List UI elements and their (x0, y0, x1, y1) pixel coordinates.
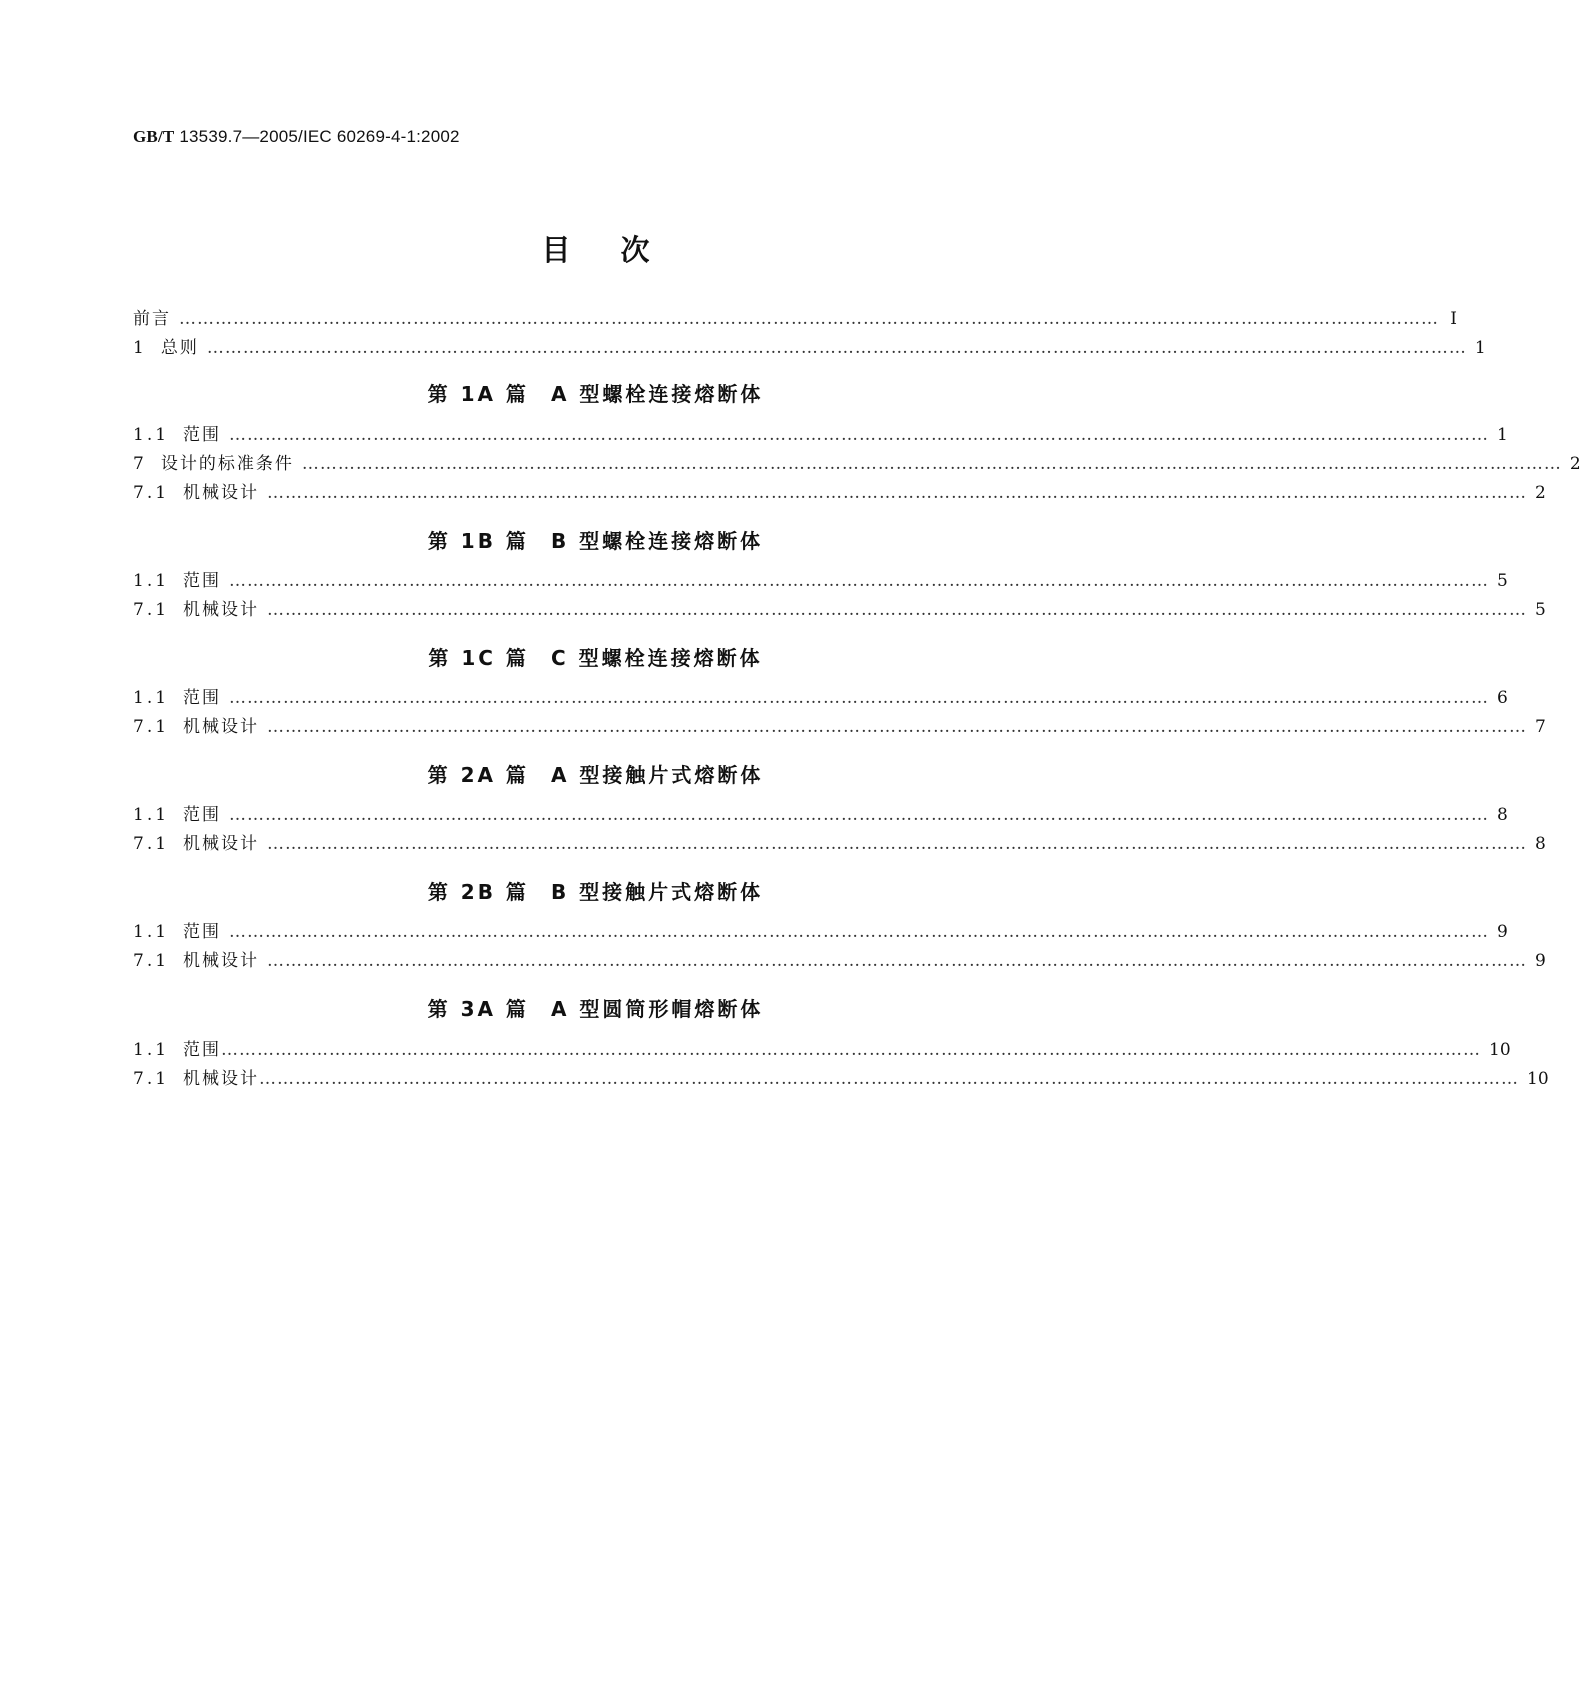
toc-entry-label: 机械设计 (183, 1069, 260, 1089)
toc-entry-page: 5 (1535, 600, 1546, 620)
toc-entry-number: 7.1 (133, 1069, 170, 1089)
toc-entry-3a-scope[interactable] (133, 1038, 1511, 1062)
toc-entry-number: 7.1 (133, 600, 170, 620)
toc-leader-dots: ………………………………………………………………………………………………………………………………………………………………………………………… (229, 805, 1490, 825)
toc-entry-label: 范围 (183, 688, 222, 708)
toc-entry-page: 6 (1497, 688, 1508, 708)
toc-entry-page: 1 (1474, 338, 1486, 358)
toc-entry-label: 机械设计 (183, 483, 260, 503)
toc-leader-dots: ………………………………………………………………………………………………………………………………………………………………………………………… (229, 688, 1490, 708)
toc-entry-label: 范围 (183, 922, 222, 942)
part-title: B 型螺栓连接熔断体 (550, 529, 764, 553)
toc-entry-label: 范围 (183, 425, 222, 445)
part-heading-1a (0, 378, 1191, 407)
toc-entry-page: I (1450, 309, 1457, 329)
toc-entry-1c-mechanical-design[interactable] (133, 715, 1546, 739)
toc-entry-page: 5 (1497, 571, 1508, 591)
toc-entry-number: 1.1 (133, 688, 170, 708)
toc-entry-page: 7 (1535, 717, 1546, 737)
toc-entry-label: 机械设计 (183, 834, 260, 854)
toc-entry-1a-standard-conditions[interactable] (133, 452, 1581, 476)
toc-entry-1a-scope[interactable] (133, 423, 1508, 447)
toc-leader-dots: ………………………………………………………………………………………………………………………………………………………………………………………… (267, 717, 1528, 737)
toc-entry-label: 机械设计 (183, 717, 260, 737)
part-heading-2a (0, 759, 1191, 788)
toc-entry-1b-mechanical-design[interactable] (133, 598, 1546, 622)
toc-entry-number: 7.1 (133, 717, 170, 737)
part-number: 第 1A 篇 (427, 382, 529, 406)
page-title: 目次 (541, 233, 700, 267)
toc-entry-3a-mechanical-design[interactable] (133, 1067, 1549, 1091)
toc-leader-dots: ………………………………………………………………………………………………………………………………………………………………………………………… (267, 834, 1528, 854)
part-number: 第 2B 篇 (427, 880, 529, 904)
toc-leader-dots: ………………………………………………………………………………………………………………………………………………………………………………………… (229, 922, 1490, 942)
toc-entry-label: 设计的标准条件 (160, 454, 294, 474)
toc-leader-dots: ………………………………………………………………………………………………………………………………………………………………………………………… (229, 425, 1490, 445)
toc-entry-page: 10 (1527, 1069, 1549, 1089)
toc-entry-page: 8 (1497, 805, 1508, 825)
toc-entry-page: 1 (1497, 425, 1508, 445)
toc-leader-dots: ………………………………………………………………………………………………………………………………………………………………………………………… (259, 1069, 1520, 1089)
toc-entry-2b-scope[interactable] (133, 920, 1508, 944)
toc-entry-label: 总则 (160, 338, 199, 358)
standard-header (133, 127, 460, 147)
part-title: B 型接触片式熔断体 (550, 880, 764, 904)
toc-entry-number: 1.1 (133, 425, 170, 445)
toc-entry-1a-mechanical-design[interactable] (133, 481, 1546, 505)
part-number: 第 2A 篇 (427, 763, 529, 787)
part-number: 第 1B 篇 (427, 529, 529, 553)
toc-entry-page: 9 (1497, 922, 1508, 942)
part-title: C 型螺栓连接熔断体 (550, 646, 763, 670)
part-heading-1b (0, 525, 1191, 554)
toc-leader-dots: ………………………………………………………………………………………………………………………………………………………………………………………… (267, 951, 1528, 971)
toc-entry-number: 7.1 (133, 483, 170, 503)
toc-leader-dots: ………………………………………………………………………………………………………………………………………………………………………………………… (267, 600, 1528, 620)
toc-entry-2b-mechanical-design[interactable] (133, 949, 1546, 973)
toc-entry-page: 2 (1535, 483, 1546, 503)
toc-entry-2a-mechanical-design[interactable] (133, 832, 1546, 856)
toc-entry-label: 机械设计 (183, 600, 260, 620)
toc-entry-foreword[interactable] (133, 307, 1457, 331)
toc-leader-dots: ………………………………………………………………………………………………………………………………………………………………………………………… (179, 309, 1439, 329)
part-heading-3a (0, 993, 1191, 1022)
standard-prefix: GB/T (133, 127, 175, 146)
toc-entry-page: 10 (1489, 1040, 1511, 1060)
part-title: A 型螺栓连接熔断体 (550, 382, 764, 406)
toc-leader-dots: ………………………………………………………………………………………………………………………………………………………………………………………… (267, 483, 1528, 503)
toc-entry-number: 1.1 (133, 571, 170, 591)
standard-number: 13539.7—2005/IEC 60269-4-1:2002 (179, 127, 460, 146)
part-title: A 型圆筒形帽熔断体 (550, 997, 764, 1021)
toc-entry-label: 范围 (183, 805, 222, 825)
toc-entry-2a-scope[interactable] (133, 803, 1508, 827)
toc-leader-dots: ………………………………………………………………………………………………………………………………………………………………………………………… (229, 571, 1490, 591)
toc-entry-number: 7 (133, 454, 147, 474)
part-heading-2b (0, 876, 1191, 905)
toc-entry-number: 1 (133, 338, 147, 358)
part-number: 第 1C 篇 (428, 646, 529, 670)
toc-leader-dots: ………………………………………………………………………………………………………………………………………………………………………………………… (206, 338, 1467, 358)
toc-entry-label: 范围 (183, 1040, 222, 1060)
toc-entry-number: 1.1 (133, 1040, 170, 1060)
toc-entry-label: 范围 (183, 571, 222, 591)
toc-leader-dots: ………………………………………………………………………………………………………………………………………………………………………………………… (221, 1040, 1482, 1060)
toc-entry-page: 8 (1535, 834, 1546, 854)
toc-entry-general[interactable] (133, 336, 1486, 360)
toc-entry-page: 2 (1569, 454, 1581, 474)
toc-leader-dots: ………………………………………………………………………………………………………………………………………………………………………………………… (301, 454, 1562, 474)
part-number: 第 3A 篇 (427, 997, 529, 1021)
toc-entry-number: 1.1 (133, 805, 170, 825)
toc-entry-label: 前言 (133, 309, 171, 329)
toc-entry-1c-scope[interactable] (133, 686, 1508, 710)
part-title: A 型接触片式熔断体 (550, 763, 764, 787)
toc-entry-number: 1.1 (133, 922, 170, 942)
toc-entry-page: 9 (1535, 951, 1546, 971)
toc-entry-number: 7.1 (133, 834, 170, 854)
toc-entry-label: 机械设计 (183, 951, 260, 971)
toc-entry-number: 7.1 (133, 951, 170, 971)
toc-entry-1b-scope[interactable] (133, 569, 1508, 593)
part-heading-1c (0, 642, 1191, 671)
